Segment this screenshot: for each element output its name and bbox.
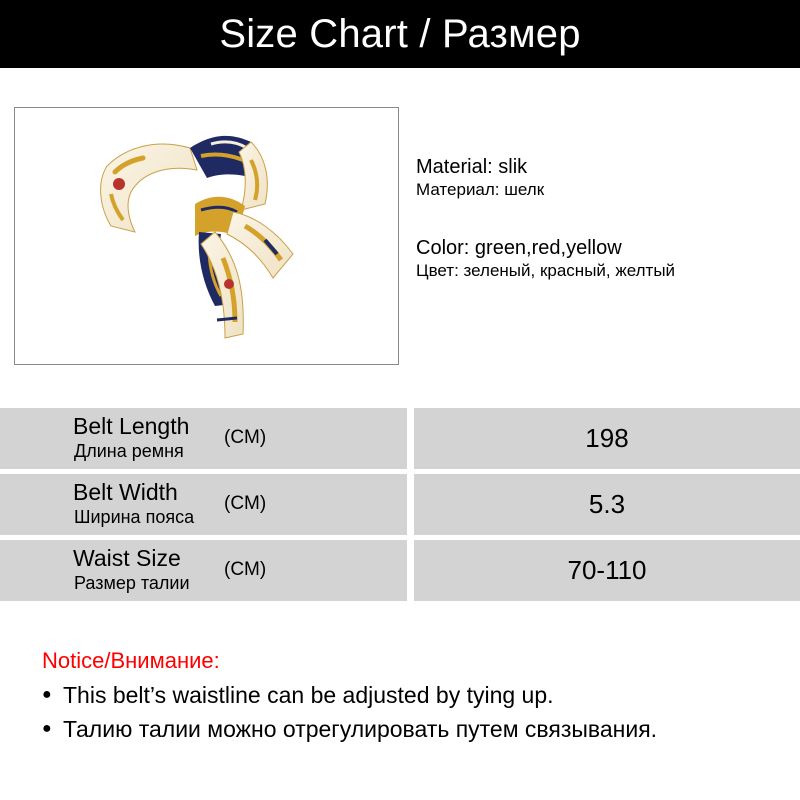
material-label-en: Material: slik [416,156,528,178]
color-label-en: Color: green,red,yellow [416,237,622,259]
notice-item-text: Талию талии можно отрегулировать путем связывания. [63,716,658,742]
bullet-icon: ● [42,686,52,703]
size-value: 198 [414,408,800,469]
size-row-belt-width [0,474,800,535]
notice-section [42,648,657,742]
size-label-ru: Ширина пояса [74,507,195,527]
notice-title: Notice/Внимание: [42,648,220,673]
size-value: 5.3 [414,474,800,535]
material-info [416,155,544,201]
size-label-cell [0,474,407,535]
size-label-en: Belt Width [73,479,178,505]
size-label-ru: Размер талии [74,573,190,593]
product-image [14,107,399,365]
color-info [416,236,675,282]
notice-item [42,716,657,742]
header-bar [0,0,800,68]
color-label-ru: Цвет: зеленый, красный, желтый [416,261,676,280]
size-label-en: Belt Length [73,413,190,439]
page-title: Size Chart / Размер [219,11,581,56]
size-row-belt-length [0,408,800,469]
size-label-ru: Длина ремня [74,441,184,461]
bullet-icon: ● [42,720,52,737]
size-unit: (CM) [224,493,267,514]
notice-item [42,682,657,708]
size-row-waist-size [0,540,800,601]
size-label-cell [0,540,407,601]
size-unit: (CM) [224,427,267,448]
size-label-cell [0,408,407,469]
notice-item-text: This belt’s waistline can be adjusted by tying up. [63,682,554,708]
size-label-en: Waist Size [73,545,181,571]
size-value: 70-110 [414,540,800,601]
silk-scarf-belt-illustration [15,108,398,364]
size-unit: (CM) [224,559,267,580]
material-label-ru: Материал: шелк [416,180,545,199]
